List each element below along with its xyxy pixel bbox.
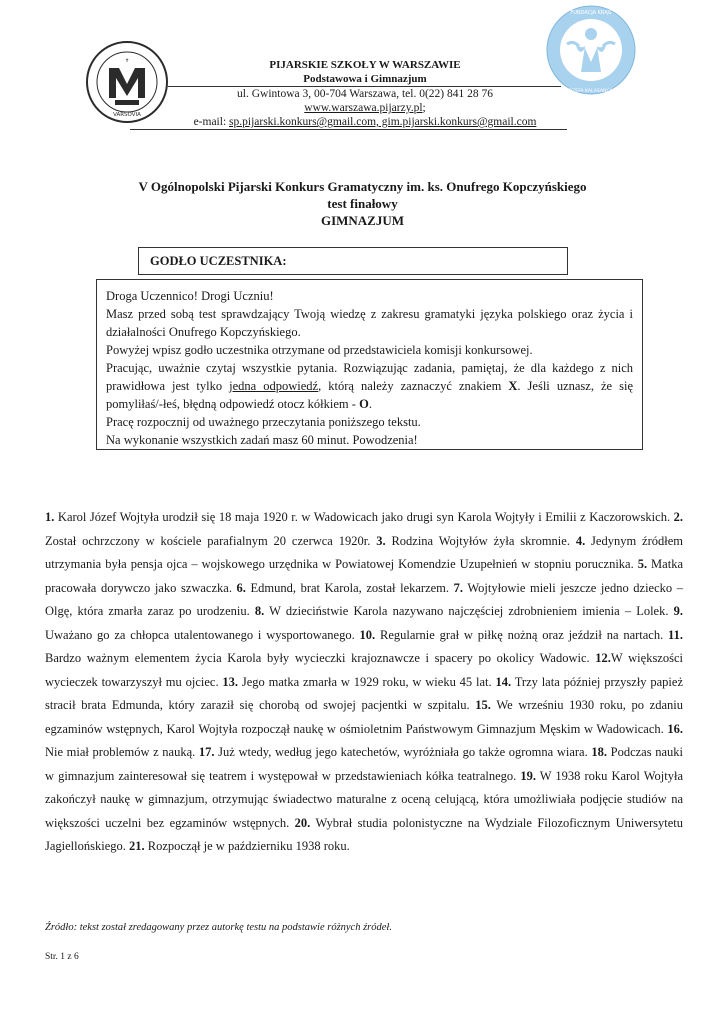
header-bottom-rule bbox=[130, 129, 567, 130]
school-email-line: e-mail: sp.pijarski.konkurs@gmail.com, gim.pijarski.konkurs@gmail.com bbox=[193, 116, 537, 128]
sentence-number: 7. bbox=[453, 580, 463, 595]
svg-text:KS. JÓZEFA KALASANCJUSZA: KS. JÓZEFA KALASANCJUSZA bbox=[558, 89, 624, 94]
instruction-reading: Pracę rozpocznij od uważnego przeczytania poniższego tekstu. bbox=[106, 415, 421, 429]
sentence-text: We wrześniu 1930 roku, po zdaniu egzaminów wstępnych, Karol Wojtyła rozpoczął naukę w ośmioletnim Państwowym Gimnazjum Męskim w Wadowicach. bbox=[45, 698, 683, 736]
sentence bbox=[360, 628, 669, 642]
school-subtitle: Podstawowa i Gimnazjum bbox=[303, 73, 427, 85]
sentence-number: 11. bbox=[668, 627, 683, 642]
school-address: ul. Gwintowa 3, 00-704 Warszawa, tel. 0(22) 841 28 76 bbox=[237, 88, 493, 100]
instruction-intro: Masz przed sobą test sprawdzający Twoją wiedzę z zakresu gramatyki języka polskiego oraz życia i działalności Onufrego Kopczyńskiego. bbox=[106, 307, 633, 339]
sentence-number: 15. bbox=[475, 698, 491, 712]
school-name: PIJARSKIE SZKOŁY W WARSZAWIE bbox=[269, 59, 461, 71]
sentence bbox=[222, 675, 495, 689]
school-website-line: www.warszawa.pijarzy.pl; bbox=[304, 102, 426, 114]
test-type: test finałowy bbox=[327, 196, 398, 211]
instruction-time: Na wykonanie wszystkich zadań masz 60 minut. Powodzenia! bbox=[106, 433, 418, 447]
sentence-number: 1. bbox=[45, 510, 55, 524]
sentence-text: Bardzo ważnym elementem życia Karola były wycieczki krajoznawcze i spacery po okolicy Wadowic. bbox=[45, 651, 596, 665]
sentence-text: W większości wycieczek towarzyszył mu ojciec. bbox=[45, 651, 683, 689]
sentence-text: Rozpoczął je w październiku 1938 roku. bbox=[144, 839, 350, 853]
sentence-text: Uważano go za chłopca utalentowanego i wysportowanego. bbox=[45, 627, 360, 642]
sentence-text: Nie miał problemów z nauką. bbox=[45, 745, 199, 759]
sentence-number: 18. bbox=[591, 745, 607, 759]
svg-text:✝: ✝ bbox=[124, 58, 130, 64]
source-note: Źródło: tekst został zredagowany przez autorkę testu na podstawie różnych źródeł. bbox=[45, 922, 392, 933]
sentence-number: 19. bbox=[520, 768, 536, 783]
sentence-text: Podczas nauki w gimnazjum zainteresował się teatrem i występował w przedstawieniach kółka teatralnego. bbox=[45, 745, 684, 783]
page-number: Str. 1 z 6 bbox=[45, 952, 79, 962]
sentence-number: 6. bbox=[236, 580, 246, 595]
sentence-text: Karol Józef Wojtyła urodził się 18 maja 1920 r. w Wadowicach jako drugi syn Karola Wojtyły i Emilii z Kaczorowskich. bbox=[54, 510, 674, 524]
sentence bbox=[45, 510, 674, 524]
sentence-text: Wojtyłowie mieli jeszcze jedno dziecko – Olgę, która zmarła zaraz po urodzeniu. bbox=[45, 580, 684, 618]
sentence-number: 10. bbox=[359, 627, 376, 642]
participant-code-label: GODŁO UCZESTNIKA: bbox=[150, 254, 287, 268]
sentence-text: W 1938 roku Karol Wojtyła zakończył naukę w gimnazjum, otrzymując świadectwo maturalne z oceną celującą, która umożliwiała podjęcie studiów na większości uczelni bez egzaminów wstępnych. bbox=[45, 768, 683, 830]
sentence-text: Został ochrzczony w kościele parafialnym 20 czerwca 1920r. bbox=[45, 533, 377, 548]
website-link[interactable]: www.warszawa.pijarzy.pl bbox=[304, 102, 423, 114]
sentence-text: Trzy lata później przyszły papież stracił brata Edmunda, który zaraził się chorobą od swojej pacjentki w szpitalu. bbox=[45, 674, 684, 712]
sentence-text: Wybrał studia polonistyczne na Wydziale Filozoficznym Uniwersytetu Jagiellońskiego. bbox=[45, 815, 683, 853]
svg-text:FUNDACJA KRĄG: FUNDACJA KRĄG bbox=[570, 10, 612, 16]
sentence-text: Jego matka zmarła w 1929 roku, w wieku 45 lat. bbox=[238, 674, 496, 689]
sentence bbox=[199, 745, 591, 759]
sentence-text: Matka pracowała dorywczo jako szwaczka. bbox=[45, 557, 683, 595]
sentence-number: 21. bbox=[129, 839, 145, 853]
sentence-text: Rodzina Wojtyłów żyła skromnie. bbox=[385, 533, 576, 548]
sentence-text: Regularnie grał w piłkę nożną oraz jeździł na nartach. bbox=[375, 627, 669, 642]
sentence-number: 13. bbox=[222, 674, 239, 689]
sentence-number: 3. bbox=[376, 533, 386, 548]
greeting: Droga Uczennico! Drogi Uczniu! bbox=[106, 289, 274, 303]
sentence-number: 12. bbox=[595, 651, 611, 665]
sentence-text: Już wtedy, według jego katechetów, wyróżniała go także ogromna wiara. bbox=[214, 745, 592, 759]
sentence-number: 16. bbox=[667, 721, 683, 736]
sentence-text: Edmund, brat Karola, został lekarzem. bbox=[245, 580, 454, 595]
school-level: GIMNAZJUM bbox=[320, 213, 405, 228]
sentence-number: 17. bbox=[198, 745, 215, 759]
sentence-number: 2. bbox=[673, 510, 683, 524]
svg-text:VARSOVIA: VARSOVIA bbox=[113, 112, 141, 118]
sentence bbox=[129, 839, 350, 853]
sentence-number: 20. bbox=[294, 815, 311, 830]
sentence-number: 8. bbox=[254, 604, 265, 618]
test-title-block bbox=[60, 178, 665, 229]
sentence-number: 9. bbox=[673, 604, 683, 618]
sentence-number: 14. bbox=[495, 674, 512, 689]
competition-title: V Ogólnopolski Pijarski Konkurs Gramatyczny im. ks. Onufrego Kopczyńskiego bbox=[138, 179, 587, 194]
sentence-number: 4. bbox=[575, 533, 586, 548]
email-link[interactable]: sp.pijarski.konkurs@gmail.com, gim.pijarski.konkurs@gmail.com bbox=[229, 116, 537, 128]
instructions-box bbox=[96, 279, 643, 450]
sentence bbox=[376, 534, 576, 548]
instruction-answering: Pracując, uważnie czytaj wszystkie pytania. Rozwiązując zadania, pamiętaj, że dla każdego z nich prawidłowa jest tylko jedna odpowiedź, którą należy zaznaczyć znakiem X. Jeśli uznasz, że się pomyliłaś/-łeś, błędną odpowiedź otocz kółkiem - O. bbox=[106, 361, 633, 411]
participant-code-field[interactable] bbox=[138, 247, 568, 275]
sentence-text: Jedynym źródłem utrzymania była pensja ojca – wojskowego urzędnika w Powiatowej Komendzie Uzupełnień w stopniu porucznika. bbox=[45, 533, 684, 571]
reading-passage bbox=[45, 506, 683, 859]
sentence-text: W dzieciństwie Karola nazywano najczęściej zdrobnieniem imienia – Lolek. bbox=[264, 604, 674, 618]
sentence bbox=[255, 604, 674, 618]
school-logo bbox=[85, 40, 169, 124]
sentence-number: 5. bbox=[637, 557, 648, 571]
instruction-code: Powyżej wpisz godło uczestnika otrzymane od przedstawiciela komisji konkursowej. bbox=[106, 343, 533, 357]
sentence bbox=[237, 581, 454, 595]
